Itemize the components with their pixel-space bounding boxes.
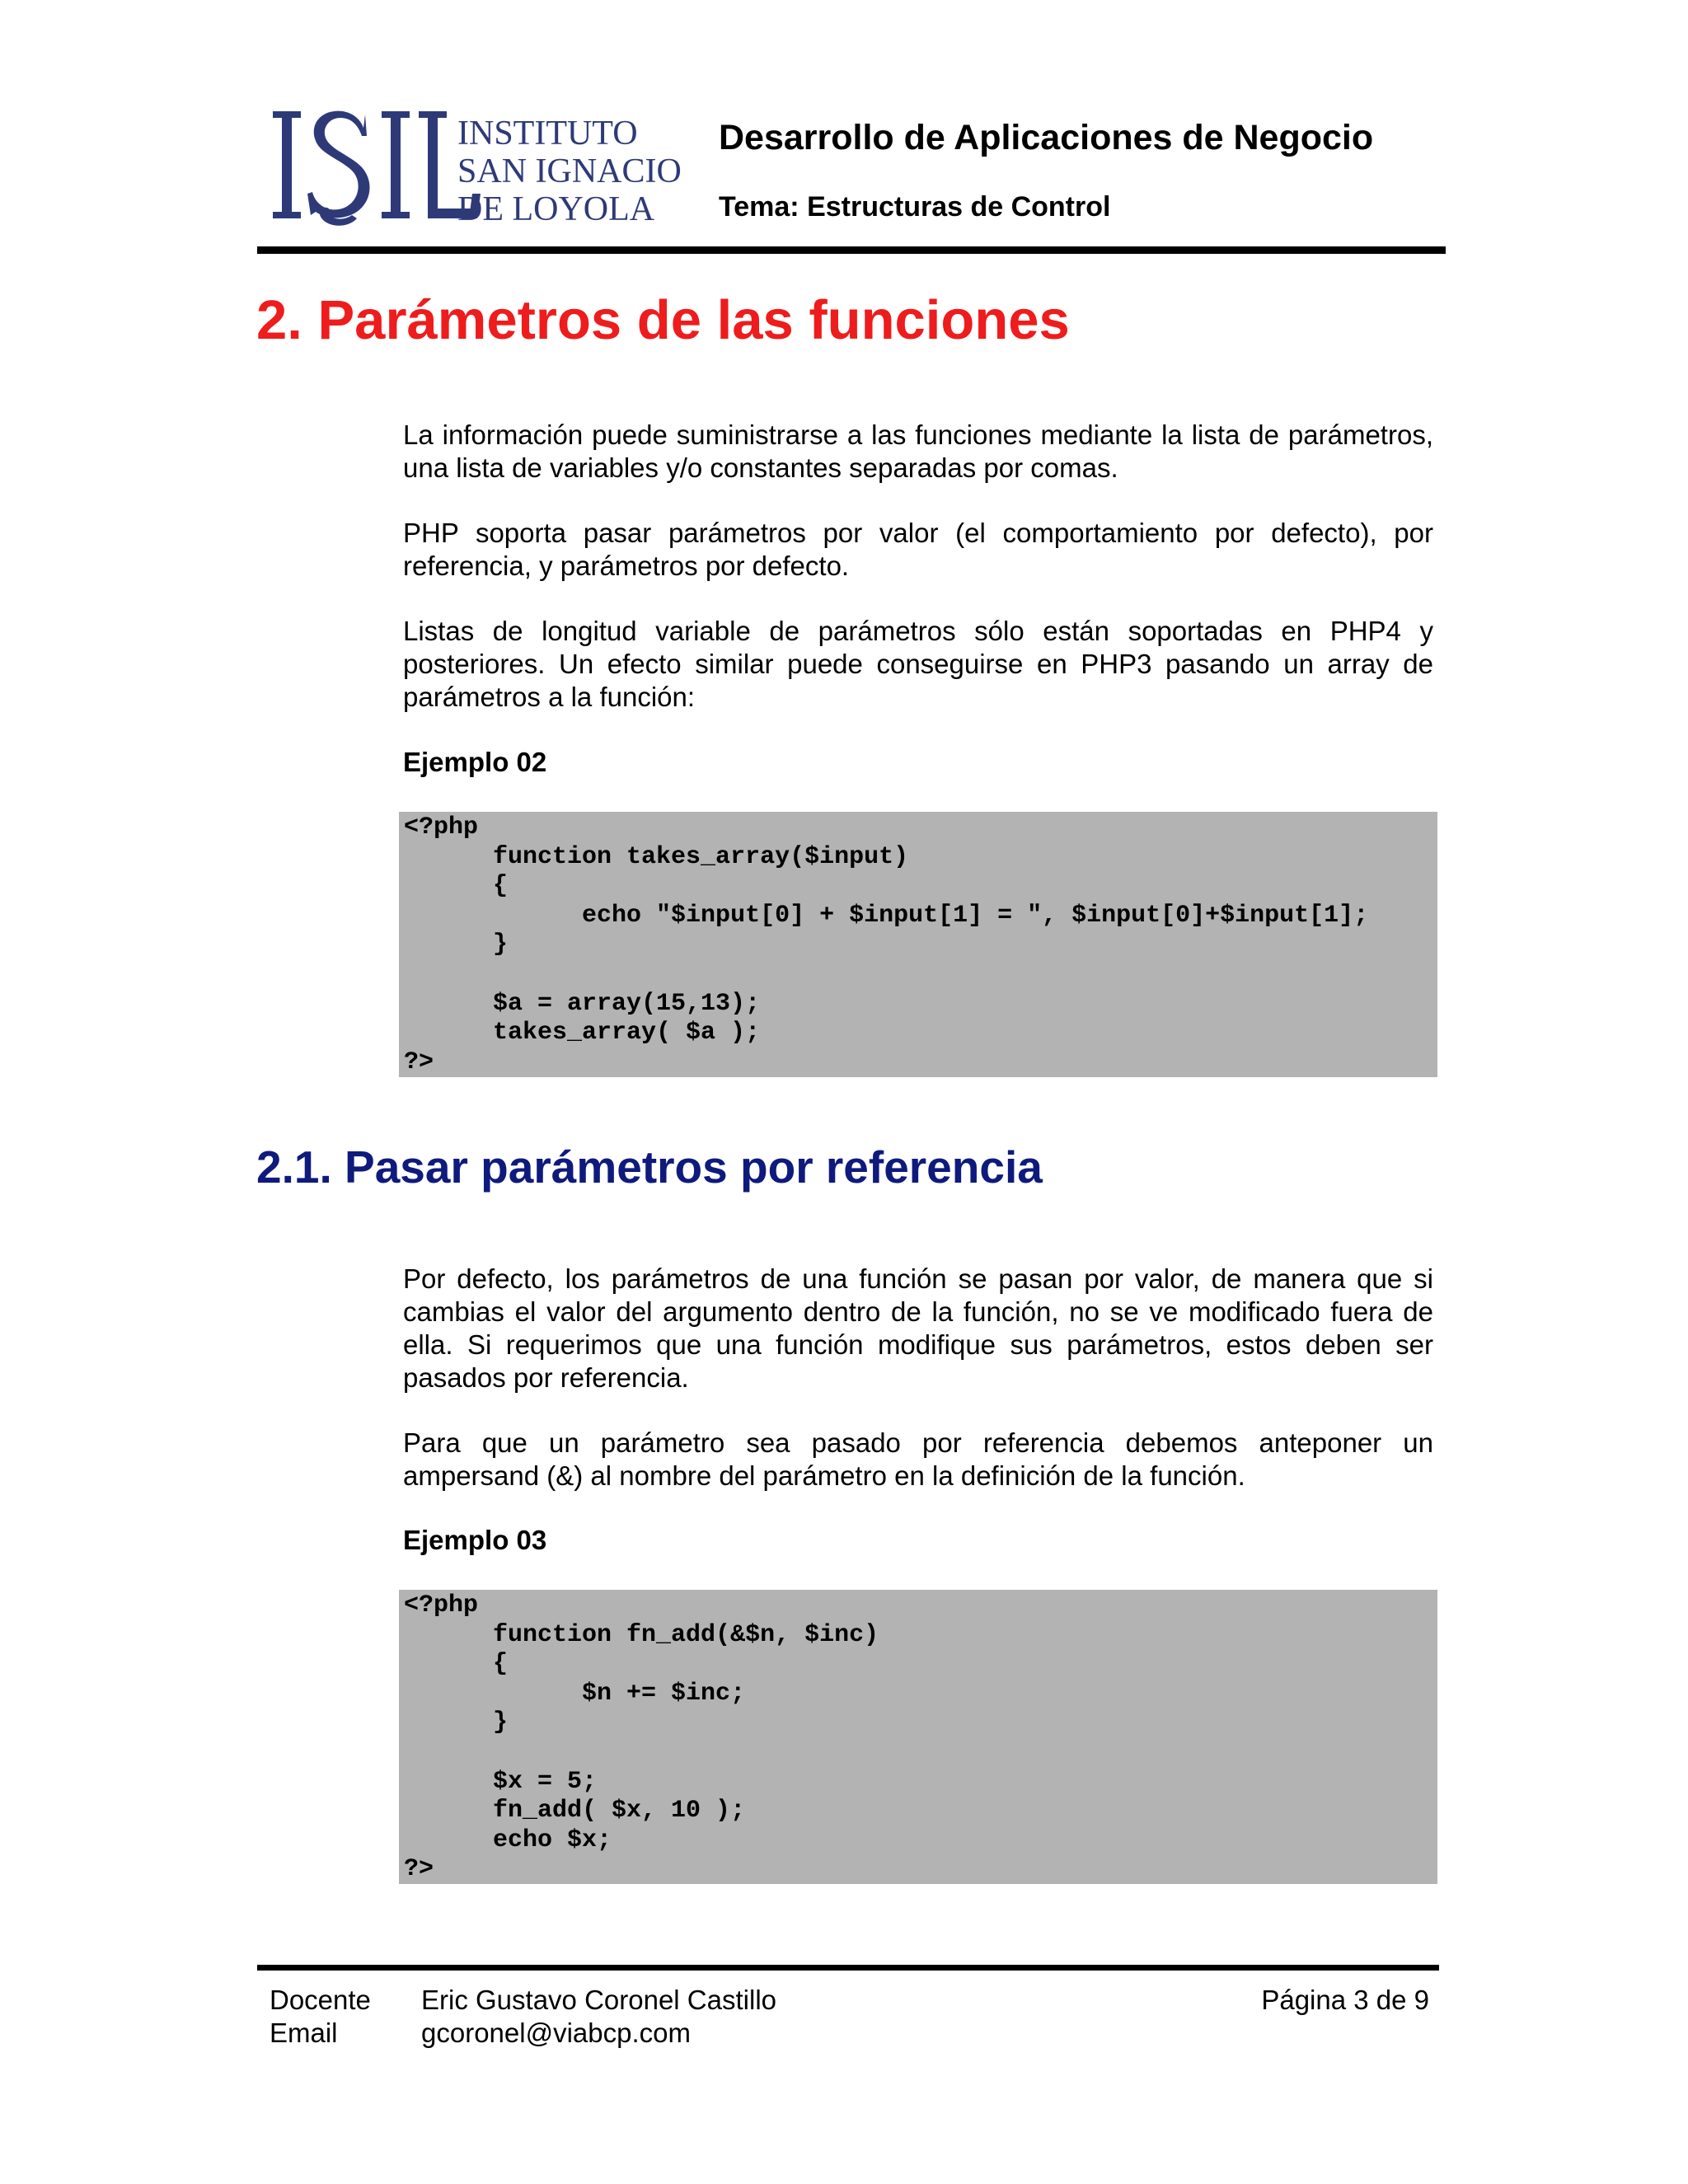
paragraph: La información puede suministrarse a las funciones mediante la lista de parámetros, una lista de variables y/o constantes separadas por comas. [403,419,1433,483]
code-line: ?> [404,1855,434,1884]
course-title: Desarrollo de Aplicaciones de Negocio [719,118,1374,157]
logo-line-1: INSTITUTO [457,115,638,152]
paragraph: PHP soporta pasar parámetros por valor (el comportamiento por defecto), por referencia, y parámetros por defecto. [403,518,1433,581]
section-heading: 2. Parámetros de las funciones [256,289,1070,351]
code-line: ?> [404,1047,434,1076]
email-label: Email [270,2018,338,2048]
code-line [404,1738,1437,1768]
code-line: } [404,930,509,959]
code-line: } [404,1708,509,1737]
code-line: $a = array(15,13); [404,989,761,1018]
code-line: { [404,1650,509,1679]
logo-line-2: SAN IGNACIO [457,152,682,190]
code-line: takes_array( $a ); [404,1019,761,1047]
code-line: function fn_add(&$n, $inc) [404,1620,879,1649]
code-line: $n += $inc; [404,1679,746,1708]
institute-logo [266,103,711,231]
code-block [399,812,1437,1077]
code-line: <?php [404,813,479,841]
header-rule [257,246,1446,254]
example-label: Ejemplo 02 [403,747,547,777]
code-line: function takes_array($input) [404,842,909,871]
docente-label: Docente [270,1985,371,2015]
code-line [404,960,1437,990]
code-line: fn_add( $x, 10 ); [404,1797,746,1825]
paragraph: Para que un parámetro sea pasado por referencia debemos anteponer un ampersand (&) al nombre del parámetro en la definición de la función. [403,1427,1433,1491]
code-line: echo $x; [404,1825,612,1854]
paragraph: Listas de longitud variable de parámetros sólo están soportadas en PHP4 y posteriores. Un efecto similar puede conseguirse en PHP3 pasando un array de parámetros a la función: [403,616,1433,712]
paragraph: Por defecto, los parámetros de una función se pasan por valor, de manera que si cambias el valor del argumento dentro de la función, no se ve modificado fuera de ella. Si requerimos que una función modifique sus parámetros, estos deben ser pasados por referencia. [403,1263,1433,1393]
code-line: <?php [404,1591,479,1619]
email-address: gcoronel@viabcp.com [421,2018,691,2048]
page-number: Página 3 de 9 [1261,1985,1429,2015]
code-line: echo "$input[0] + $input[1] = ", $input[0]+$input[1]; [404,901,1369,930]
code-block [399,1590,1437,1884]
subsection-heading: 2.1. Pasar parámetros por referencia [256,1141,1043,1193]
docente-name: Eric Gustavo Coronel Castillo [421,1985,776,2015]
example-label: Ejemplo 03 [403,1525,547,1555]
code-line: { [404,872,509,901]
footer-rule [257,1965,1439,1971]
topic-title: Tema: Estructuras de Control [719,191,1111,223]
logo-line-3: DE LOYOLA [457,190,655,228]
code-line: $x = 5; [404,1767,598,1796]
